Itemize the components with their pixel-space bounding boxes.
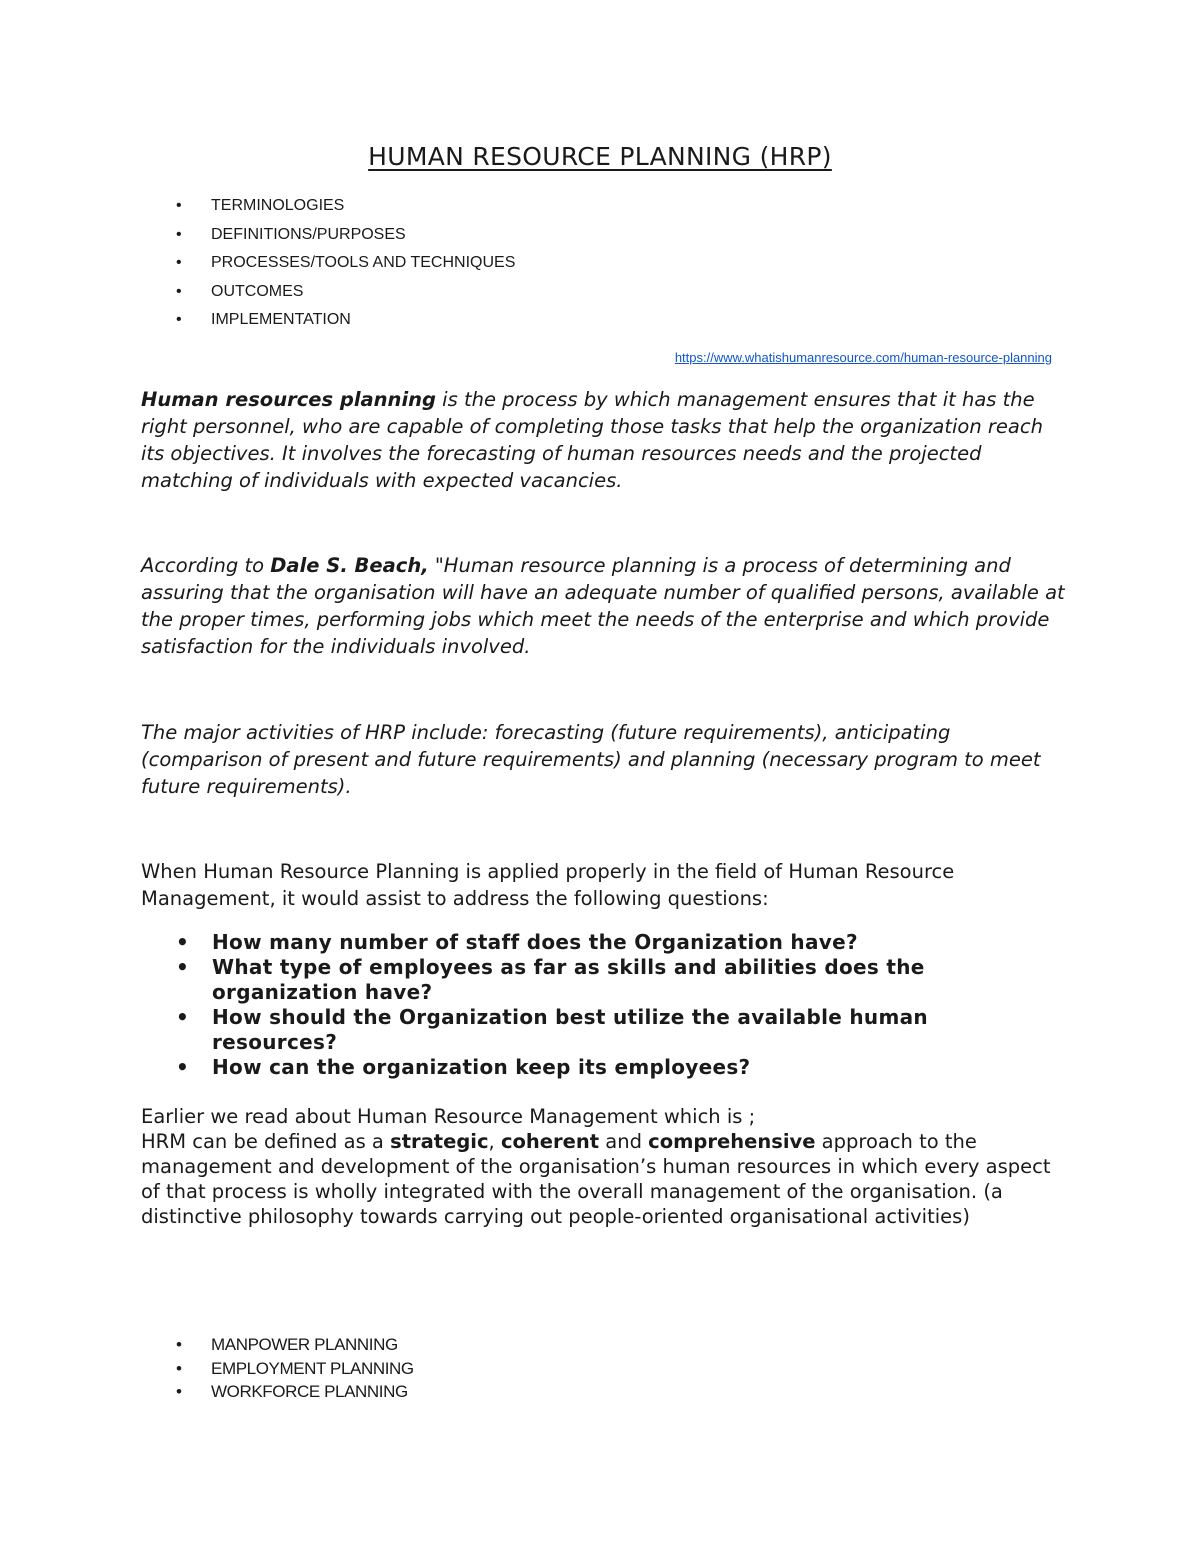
definition-paragraph [141,386,1071,494]
quote-author: Dale S. Beach, [270,554,429,577]
list-item: • OUTCOMES [176,280,515,309]
list-item: • IMPLEMENTATION [176,308,515,337]
list-item: • EMPLOYMENT PLANNING [176,1357,414,1381]
planning-terms-list [176,1333,414,1404]
list-item: • MANPOWER PLANNING [176,1333,414,1357]
hrm-text: and [599,1130,649,1153]
list-item: • How should the Organization best utilize the available human resources? [176,1005,996,1055]
topics-list [176,194,515,337]
hrm-keyword: comprehensive [648,1130,816,1153]
quote-prefix: According to [141,554,271,577]
list-item: • How many number of staff does the Organization have? [176,930,996,955]
source-link[interactable]: https://www.whatishumanresource.com/human-resource-planning [674,350,1052,365]
hrm-text: HRM can be defined as a [141,1130,391,1153]
list-item: • PROCESSES/TOOLS AND TECHNIQUES [176,251,515,280]
definition-text: is the process by which management ensures that it has the right personnel, who are capable of completing those tasks that help the organization reach its objectives. It involves the forecasting of human resources needs and the projected matching of individuals with expected vacancies. [141,388,1043,492]
list-item: • How can the organization keep its employees? [176,1055,996,1080]
list-item: • TERMINOLOGIES [176,194,515,223]
activities-paragraph: The major activities of HRP include: forecasting (future requirements), anticipating (comparison of present and future requirements) and planning (necessary program to meet future requirements). [141,721,1041,798]
hrm-keyword: strategic [390,1130,489,1153]
list-item: • What type of employees as far as skills and abilities does the organization have? [176,955,996,1005]
questions-intro-paragraph: When Human Resource Planning is applied properly in the field of Human Resource Management, it would assist to address the following questions: [141,860,955,910]
hrm-paragraph [141,1104,1071,1229]
hrm-text: , [488,1130,501,1153]
list-item: • WORKFORCE PLANNING [176,1380,414,1404]
questions-list [176,930,996,1080]
hrm-intro-line: Earlier we read about Human Resource Management which is ; [141,1105,756,1128]
hrm-text: approach to the management and development of the organisation’s human resources in which every aspect of that process is wholly integrated with the overall management of the organisation. (a distinctive philosophy towards carrying out people-oriented organisational activities) [141,1130,1051,1228]
quote-text: "Human resource planning is a process of determining and assuring that the organisation will have an adequate number of qualified persons, available at the proper times, performing jobs which meet the needs of the enterprise and which provide satisfaction for the individuals involved. [141,554,1065,658]
list-item: • DEFINITIONS/PURPOSES [176,223,515,252]
definition-term: Human resources planning [141,388,436,411]
hrm-keyword: coherent [500,1130,600,1153]
document-title: HUMAN RESOURCE PLANNING (HRP) [368,142,832,171]
beach-quote-paragraph [141,552,1071,660]
